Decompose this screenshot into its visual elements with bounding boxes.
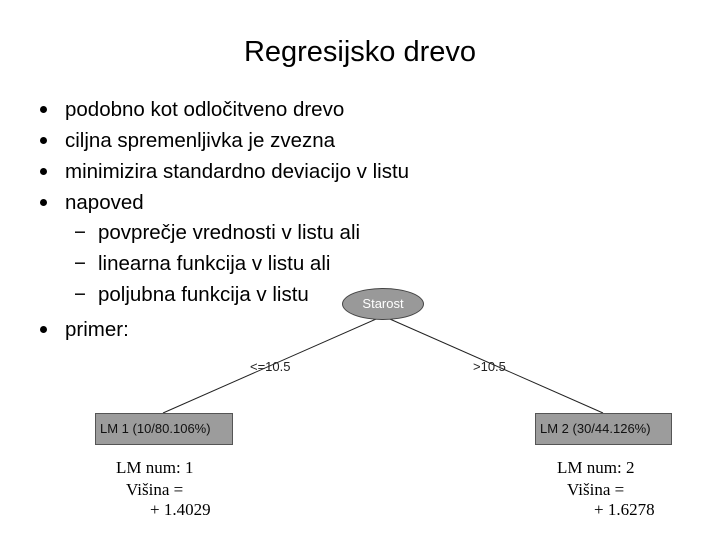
sub-bullet-text: linearna funkcija v listu ali — [98, 252, 331, 275]
right-model-value: + 1.6278 — [594, 500, 655, 519]
right-model-num: LM num: 2 — [557, 458, 635, 477]
right-edge-label: >10.5 — [473, 359, 506, 374]
left-leaf-node: LM 1 (10/80.106%) — [95, 413, 233, 445]
right-model-var: Višina = — [567, 480, 625, 499]
dash-icon: − — [74, 221, 86, 244]
bullet-text: napoved — [65, 191, 144, 214]
dash-icon: − — [74, 252, 86, 275]
sub-bullet-text: povprečje vrednosti v listu ali — [98, 221, 361, 244]
left-model-var: Višina = — [126, 480, 184, 499]
left-model-value: + 1.4029 — [150, 500, 211, 519]
bullet-text: minimizira standardno deviacijo v listu — [65, 160, 410, 183]
tree-root-node: Starost — [342, 288, 424, 320]
left-edge-label: <=10.5 — [250, 359, 291, 374]
sub-bullet-text: poljubna funkcija v listu — [98, 283, 309, 306]
left-model-num: LM num: 1 — [116, 458, 194, 477]
right-leaf-node: LM 2 (30/44.126%) — [535, 413, 672, 445]
slide-title: Regresijsko drevo — [243, 36, 477, 68]
bullet-text: podobno kot odločitveno drevo — [65, 98, 345, 121]
bullet-text: ciljna spremenljivka je zvezna — [65, 129, 336, 152]
bullet-text: primer: — [65, 318, 129, 341]
dash-icon: − — [74, 283, 86, 306]
